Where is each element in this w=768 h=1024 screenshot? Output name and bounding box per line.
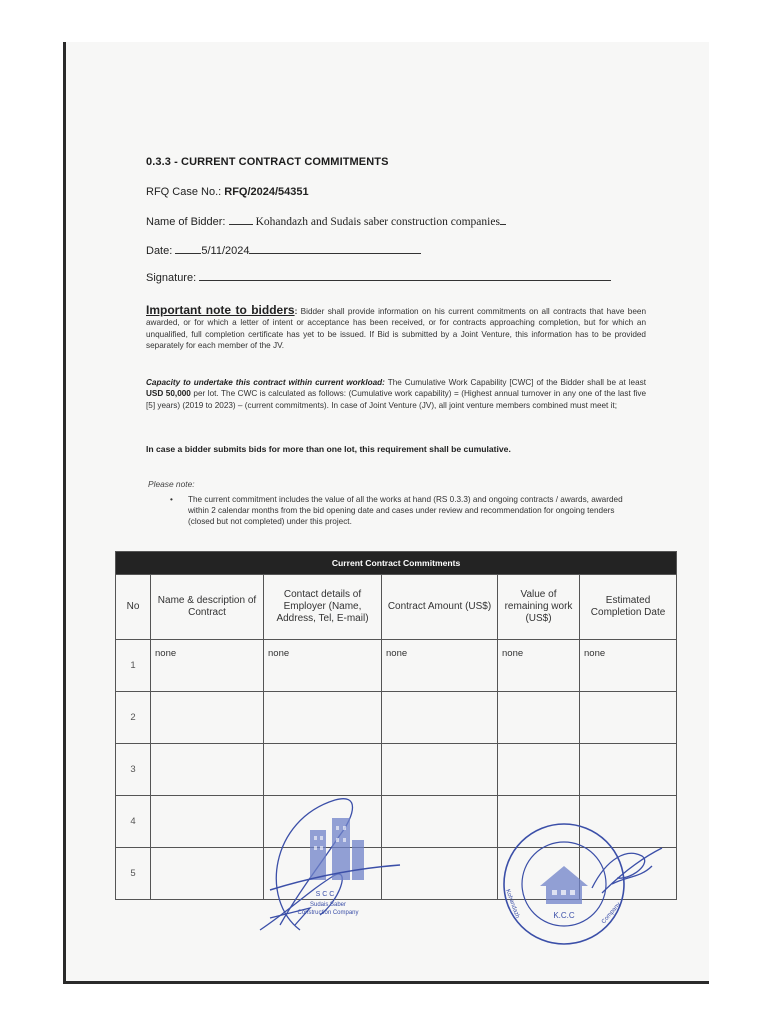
header-amount: Contract Amount (US$)	[382, 575, 498, 640]
row-number: 1	[116, 640, 151, 692]
bidder-value: Kohandazh and Sudais saber construction companies	[255, 216, 500, 228]
table-row	[116, 640, 677, 692]
header-employer: Contact details of Employer (Name, Address, Tel, E-mail)	[264, 575, 382, 640]
row-number: 3	[116, 744, 151, 796]
table-cell	[264, 692, 382, 744]
please-note: Please note:	[148, 479, 195, 489]
table-header-row	[116, 575, 677, 640]
row-number: 2	[116, 692, 151, 744]
table-cell: none	[151, 640, 264, 692]
bidder-label: Name of Bidder:	[146, 216, 226, 228]
header-no: No	[116, 575, 151, 640]
table-row	[116, 692, 677, 744]
table-cell: none	[264, 640, 382, 692]
capacity-amount: USD 50,000	[146, 389, 191, 399]
date-value: 5/11/2024	[201, 245, 250, 257]
table-cell	[151, 744, 264, 796]
table-title: Current Contract Commitments	[116, 552, 677, 575]
table-cell	[151, 692, 264, 744]
table-row	[116, 744, 677, 796]
table-cell	[264, 744, 382, 796]
capacity-text-2: per lot. The CWC is calculated as follows: (Cumulative work capability) = (Highest annual turnover in any one of the last five [5] years) (2019 to 2023) – (current commitments). In case of Joint Venture (JV), all joint venture members combined must meet it;	[146, 389, 646, 410]
date-label: Date:	[146, 245, 173, 257]
table-cell	[498, 692, 580, 744]
rfq-label: RFQ Case No.:	[146, 186, 222, 198]
row-number: 5	[116, 848, 151, 900]
table-cell	[382, 744, 498, 796]
capacity-lead: Capacity to undertake this contract within current workload:	[146, 378, 385, 387]
table-cell: none	[580, 640, 677, 692]
bidder-line	[146, 213, 506, 228]
capacity-text-1: The Cumulative Work Capability [CWC] of the Bidder shall be at least	[387, 378, 646, 387]
section-heading: 0.3.3 - CURRENT CONTRACT COMMITMENTS	[146, 156, 389, 168]
capacity-note	[146, 377, 646, 411]
header-remaining: Value of remaining work (US$)	[498, 575, 580, 640]
signature-label: Signature:	[146, 272, 197, 284]
right-seal-initials: K.C.C	[553, 911, 575, 920]
row-number: 4	[116, 796, 151, 848]
header-name: Name & description of Contract	[151, 575, 264, 640]
rfq-value: RFQ/2024/54351	[224, 186, 309, 198]
signature-line	[146, 269, 611, 284]
right-seal-arc-left: Kohandazh	[504, 888, 521, 920]
table-cell: none	[382, 640, 498, 692]
header-completion: Estimated Completion Date	[580, 575, 677, 640]
table-cell	[382, 692, 498, 744]
signature-blank	[199, 269, 611, 281]
note-bullet	[170, 494, 642, 528]
kohandazh-seal-icon	[492, 818, 672, 948]
table-cell	[498, 744, 580, 796]
date-line	[146, 242, 421, 257]
table-cell	[580, 692, 677, 744]
bullet-dot-icon: •	[170, 495, 173, 504]
table-cell: none	[498, 640, 580, 692]
rfq-line	[146, 186, 309, 198]
bidder-blank	[229, 213, 253, 225]
sudais-saber-seal-icon	[240, 790, 410, 940]
bullet-text: The current commitment includes the value of all the works at hand (RS 0.3.3) and ongoing contracts / awards, awarded within 2 calendar months from the bid opening date and cases under review and recommendation for ongoing tenders (closed but not completed) under this project.	[188, 495, 623, 527]
left-seal-name-1: Sudais Saber	[309, 902, 347, 908]
important-note: Important note to bidders: Bidder shall provide information on his current commitments on all contracts that have been awarded, or for which a letter of intent or acceptance has been received, or for contracts approaching completion, but for which an unqualified, full completion certificate has yet to be issued. If Bid is submitted by a Joint Venture, this information has to be provided separately for each member of the JV.	[146, 303, 646, 350]
table-cell	[580, 744, 677, 796]
right-seal-arc-right: Company	[600, 901, 623, 926]
left-seal-name-2: Construction Company	[297, 910, 359, 916]
important-note-text: Bidder shall provide information on his current commitments on all contracts that have been awarded, or for which a letter of intent or acceptance has been received, or for contracts approaching completion, but for which an unqualified, full completion certificate has yet to be issued. If Bid is submitted by a Joint Venture, this information has to be provided separately for each member of the JV.	[146, 307, 646, 350]
left-seal-initials: S C C	[315, 891, 335, 898]
cumulative-note: In case a bidder submits bids for more than one lot, this requirement shall be cumulative.	[146, 444, 511, 454]
important-note-lead: Important note to bidders	[146, 303, 295, 317]
